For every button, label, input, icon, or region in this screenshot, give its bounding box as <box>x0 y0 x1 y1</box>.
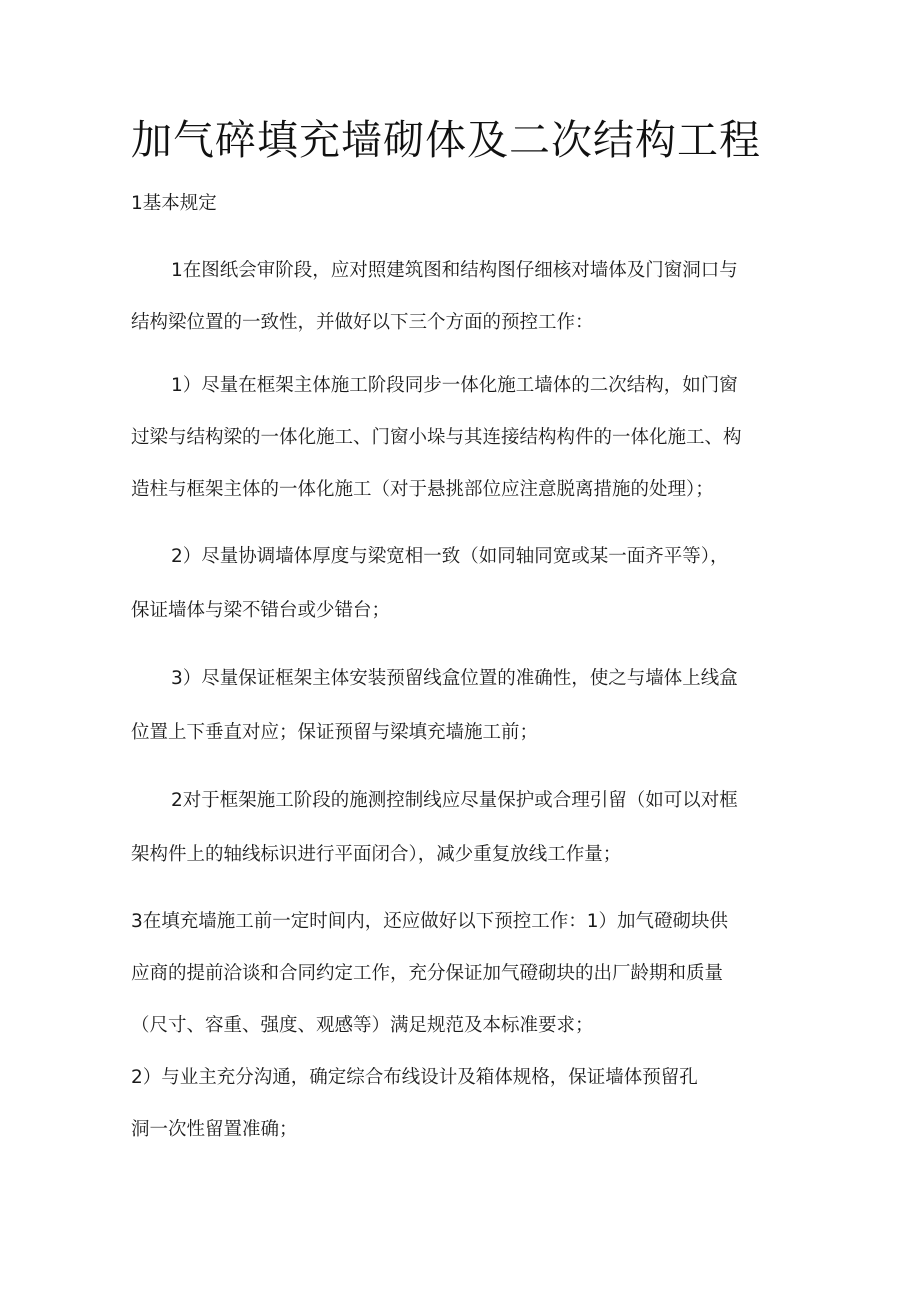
paragraph-line: 造柱与框架主体的一体化施工（对于悬挑部位应注意脱离措施的处理）； <box>131 479 714 500</box>
paragraph-4 <box>131 652 793 760</box>
paragraph-6 <box>131 896 793 1052</box>
paragraph-line: 保证墙体与梁不错台或少错台； <box>131 600 391 621</box>
paragraph-line: 架构件上的轴线标识进行平面闭合），减少重复放线工作量； <box>131 844 622 865</box>
paragraph-line: 2对于框架施工阶段的施测控制线应尽量保护或合理引留（如可以对框 <box>171 790 738 811</box>
paragraph-1 <box>131 245 793 349</box>
paragraph-line: 2）尽量协调墙体厚度与梁宽相一致（如同轴同宽或某一面齐平等）， <box>171 546 729 567</box>
paragraph-line: 1在图纸会审阶段，应对照建筑图和结构图仔细核对墙体及门窗洞口与 <box>171 260 738 281</box>
paragraph-line: 结构梁位置的一致性，并做好以下三个方面的预控工作： <box>131 312 594 333</box>
page-title: 加气碎填充墙砌体及二次结构工程 <box>131 116 761 164</box>
section-heading-text: 1基本规定 <box>131 193 217 214</box>
paragraph-line: 3）尽量保证框架主体安装预留线盒位置的准确性，使之与墙体上线盒 <box>171 668 738 689</box>
section-heading <box>131 178 793 230</box>
paragraph-line: 2）与业主充分沟通，确定综合布线设计及箱体规格，保证墙体预留孔 <box>131 1067 698 1088</box>
paragraph-line: （尺寸、容重、强度、观感等）满足规范及本标准要求； <box>131 1015 594 1036</box>
paragraph-2 <box>131 360 793 516</box>
paragraph-line: 位置上下垂直对应；保证预留与梁填充墙施工前； <box>131 722 539 743</box>
paragraph-5 <box>131 774 793 882</box>
paragraph-line: 过梁与结构梁的一体化施工、门窗小垛与其连接结构构件的一体化施工、构 <box>131 427 742 448</box>
paragraph-line: 洞一次性留置准确； <box>131 1119 298 1140</box>
paragraph-line: 3在填充墙施工前一定时间内，还应做好以下预控工作：1）加气磴砌块供 <box>131 911 729 932</box>
paragraph-7 <box>131 1052 793 1156</box>
paragraph-3 <box>131 530 793 638</box>
paragraph-line: 1）尽量在框架主体施工阶段同步一体化施工墙体的二次结构，如门窗 <box>171 375 738 396</box>
paragraph-line: 应商的提前洽谈和合同约定工作，充分保证加气磴砌块的出厂龄期和质量 <box>131 963 724 984</box>
